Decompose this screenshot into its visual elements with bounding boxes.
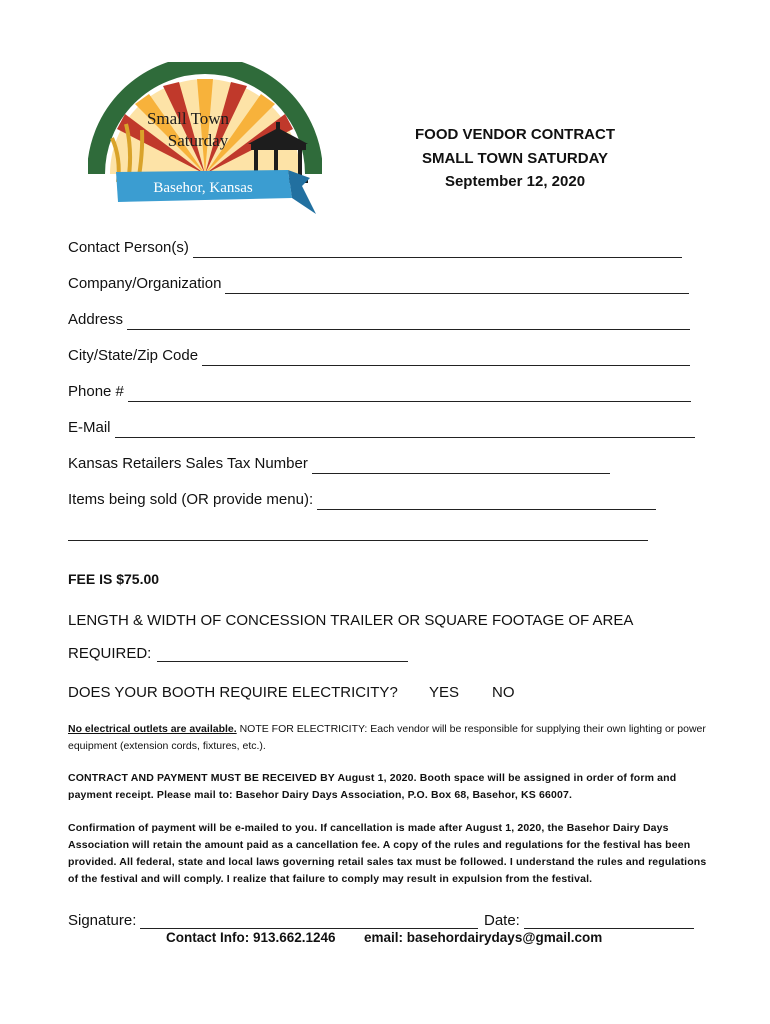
items-sold-extra-line[interactable] bbox=[68, 540, 648, 541]
input-line[interactable] bbox=[128, 387, 691, 402]
input-line[interactable] bbox=[193, 243, 682, 258]
input-line[interactable] bbox=[202, 351, 690, 366]
electricity-yes-option[interactable]: YES bbox=[429, 684, 460, 701]
input-line[interactable] bbox=[317, 495, 656, 510]
field-label: Phone # bbox=[68, 383, 124, 400]
event-name: SMALL TOWN SATURDAY bbox=[421, 149, 609, 167]
concession-size-label: LENGTH & WIDTH OF CONCESSION TRAILER OR SQUARE FOOTAGE OF AREA bbox=[68, 612, 634, 629]
input-line[interactable] bbox=[140, 914, 478, 929]
signature-field[interactable] bbox=[68, 907, 478, 929]
event-date: September 12, 2020 bbox=[444, 173, 586, 190]
input-line[interactable] bbox=[524, 914, 694, 929]
contact-phone: Contact Info: 913.662.1246 bbox=[166, 930, 336, 945]
electricity-no-option[interactable]: NO bbox=[492, 684, 515, 701]
concession-size-field[interactable] bbox=[68, 642, 408, 662]
document-header bbox=[380, 123, 650, 194]
address-field[interactable] bbox=[68, 308, 690, 330]
input-line[interactable] bbox=[115, 423, 695, 438]
field-label: Contact Person(s) bbox=[68, 239, 189, 256]
field-label: Items being sold (OR provide menu): bbox=[68, 491, 314, 508]
required-label: REQUIRED: bbox=[68, 645, 152, 662]
input-line[interactable] bbox=[225, 279, 689, 294]
form-title: FOOD VENDOR CONTRACT bbox=[415, 126, 615, 143]
city-state-zip-field[interactable] bbox=[68, 344, 690, 366]
email-field[interactable] bbox=[68, 416, 695, 438]
field-label: Company/Organization bbox=[68, 275, 222, 292]
confirmation-paragraph: Confirmation of payment will be e-mailed to you. If cancellation is made after August 1, 2020, the Basehor Dairy Days Association will retain the amount paid as a cancellation fee. A copy of the rules and regulations for the festival has been provided. All federal, state and local laws governing retail sales tax must be followed. I understand the rules and regulations of the festival and will comply. I realize that failure to comply may result in expulsion from the festival. bbox=[68, 822, 707, 885]
sales-tax-number-field[interactable] bbox=[68, 452, 610, 474]
logo bbox=[88, 62, 322, 218]
input-line[interactable] bbox=[157, 647, 408, 662]
items-sold-field[interactable] bbox=[68, 488, 656, 510]
date-label: Date: bbox=[484, 912, 520, 929]
logo-banner: Basehor, Kansas bbox=[153, 180, 253, 196]
input-line[interactable] bbox=[312, 459, 610, 474]
field-label: City/State/Zip Code bbox=[68, 347, 199, 364]
contact-person-field[interactable] bbox=[68, 236, 682, 258]
electricity-question: DOES YOUR BOOTH REQUIRE ELECTRICITY? bbox=[68, 684, 398, 701]
logo-line1: Small Town bbox=[146, 109, 230, 128]
electricity-note-text: NOTE FOR ELECTRICITY: Each vendor will be responsible for supplying their own lighting or power equipment (extension cords, fixtures, etc.). bbox=[68, 723, 706, 752]
phone-field[interactable] bbox=[68, 380, 691, 402]
field-label: Kansas Retailers Sales Tax Number bbox=[68, 455, 308, 472]
logo-line2: Saturday bbox=[167, 131, 229, 150]
electricity-note bbox=[68, 721, 708, 755]
no-outlets-warning: No electrical outlets are available. bbox=[68, 723, 237, 735]
contact-email: email: basehordairydays@gmail.com bbox=[364, 930, 603, 945]
date-field[interactable] bbox=[484, 907, 694, 929]
company-field[interactable] bbox=[68, 272, 689, 294]
fee-amount: FEE IS $75.00 bbox=[68, 571, 160, 587]
contract-payment-paragraph: CONTRACT AND PAYMENT MUST BE RECEIVED BY August 1, 2020. Booth space will be assigned in order of form and payment receipt. Please mail to: Basehor Dairy Days Association, P.O. Box 68, Basehor, KS 66007. bbox=[68, 772, 677, 801]
field-label: E-Mail bbox=[68, 419, 111, 436]
input-line[interactable] bbox=[127, 315, 690, 330]
signature-label: Signature: bbox=[68, 912, 137, 929]
field-label: Address bbox=[68, 311, 124, 328]
